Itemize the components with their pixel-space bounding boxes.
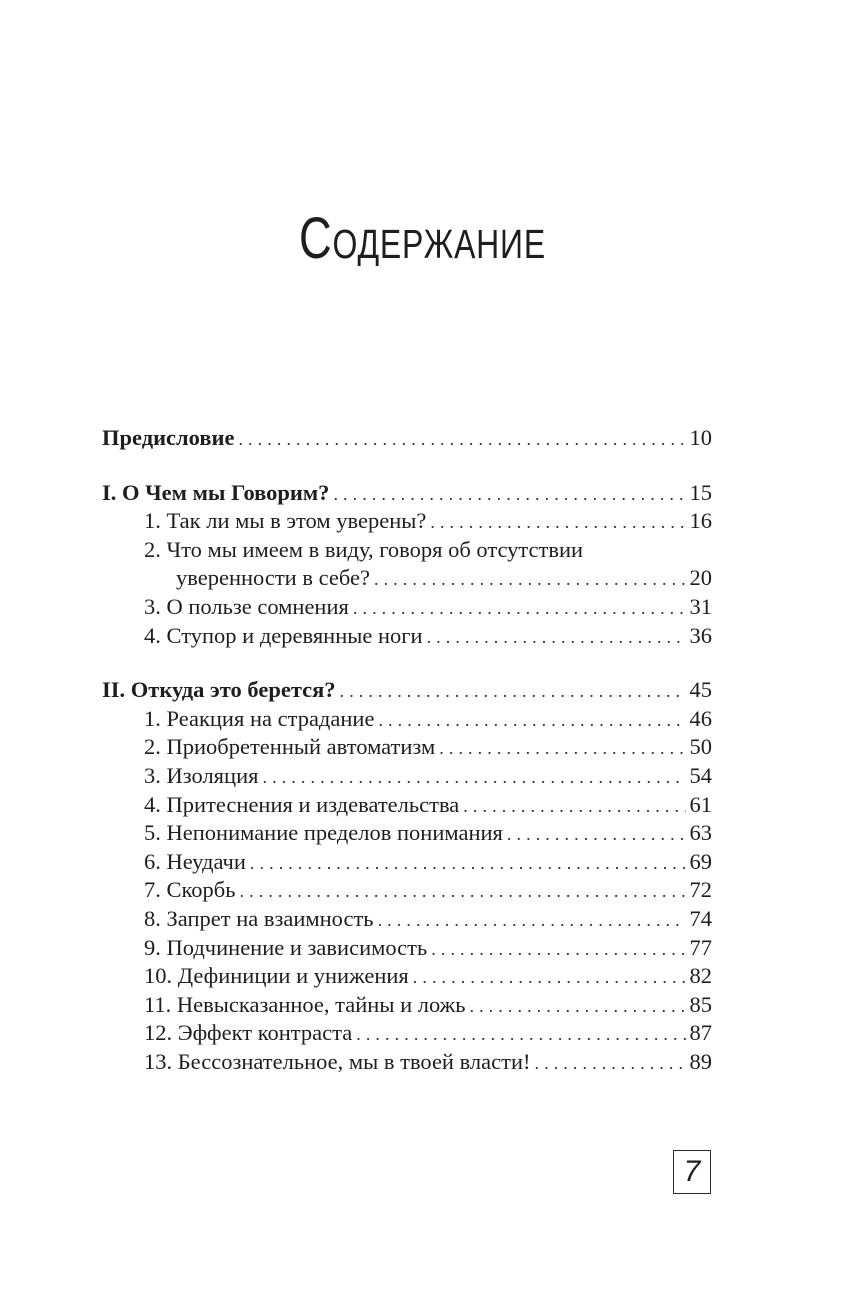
toc-entry-label: 4. Притеснения и издевательства — [144, 791, 460, 817]
leader-dots — [374, 565, 686, 594]
toc-entry-page: 46 — [689, 705, 712, 731]
table-of-contents — [102, 424, 712, 1076]
toc-entry-label: 13. Бессознательное, мы в твоей власти! — [144, 1048, 531, 1074]
toc-entry[interactable] — [102, 876, 712, 905]
toc-entry-label: 2. Что мы имеем в виду, говоря об отсутствии — [144, 536, 584, 562]
toc-entry[interactable] — [102, 962, 712, 991]
toc-part-page: 45 — [689, 677, 712, 703]
toc-entry-page: 87 — [689, 1020, 712, 1046]
toc-entry-label: 10. Дефиниции и унижения — [144, 963, 409, 989]
toc-entry-label: 1. Так ли мы в этом уверены? — [144, 508, 427, 534]
toc-entry-label: 3. О пользе сомнения — [144, 593, 349, 619]
leader-dots — [507, 820, 686, 849]
leader-dots — [427, 623, 686, 652]
page-number: 7 — [673, 1150, 711, 1194]
toc-entry-label: 7. Скорбь — [144, 877, 236, 903]
toc-entry-preface[interactable] — [102, 424, 712, 453]
toc-entry[interactable] — [102, 705, 712, 734]
leader-dots — [238, 425, 685, 454]
toc-entry[interactable] — [102, 593, 712, 622]
toc-entry-label: 5. Непонимание пределов понимания — [144, 820, 503, 846]
toc-part-1[interactable] — [102, 479, 712, 508]
toc-entry-page: 50 — [689, 734, 712, 760]
toc-entry-label: 11. Невысказанное, тайны и ложь — [144, 991, 466, 1017]
toc-entry[interactable] — [102, 1019, 712, 1048]
toc-entry[interactable] — [102, 622, 712, 651]
toc-entry-label-cont: уверенности в себе? — [176, 565, 370, 591]
toc-entry-label: 12. Эффект контраста — [144, 1020, 353, 1046]
leader-dots — [356, 1020, 685, 1049]
toc-entry-label: 4. Ступор и деревянные ноги — [144, 622, 423, 648]
toc-entry[interactable] — [102, 536, 712, 565]
leader-dots — [250, 849, 686, 878]
leader-dots — [340, 677, 686, 706]
toc-entry[interactable] — [102, 791, 712, 820]
toc-entry-page: 63 — [689, 820, 712, 846]
toc-entry-continuation[interactable] — [102, 564, 712, 593]
toc-entry-label: 6. Неудачи — [144, 848, 246, 874]
toc-entry-page: 36 — [689, 622, 712, 648]
toc-entry-page: 89 — [689, 1048, 712, 1074]
leader-dots — [262, 763, 685, 792]
leader-dots — [469, 992, 685, 1021]
toc-entry-page: 10 — [689, 425, 712, 450]
toc-part-label: I. О Чем мы Говорим? — [102, 479, 330, 505]
toc-part-label: II. Откуда это берется? — [102, 677, 336, 703]
toc-entry[interactable] — [102, 819, 712, 848]
toc-entry-label: 3. Изоляция — [144, 762, 259, 788]
page-title: Содержание — [299, 206, 546, 271]
toc-entry-page: 82 — [689, 963, 712, 989]
leader-dots — [378, 906, 686, 935]
toc-entry-label: Предисловие — [102, 425, 235, 450]
leader-dots — [535, 1049, 686, 1078]
toc-entry-page: 85 — [689, 991, 712, 1017]
toc-part-2[interactable] — [102, 676, 712, 705]
toc-entry[interactable] — [102, 507, 712, 536]
toc-entry[interactable] — [102, 762, 712, 791]
leader-dots — [430, 508, 685, 537]
toc-part-page: 15 — [689, 479, 712, 505]
leader-dots — [463, 792, 685, 821]
toc-entry-label: 2. Приобретенный автоматизм — [144, 734, 436, 760]
toc-entry-page: 72 — [689, 877, 712, 903]
toc-entry-label: 8. Запрет на взаимность — [144, 905, 374, 931]
toc-entry[interactable] — [102, 905, 712, 934]
leader-dots — [333, 480, 685, 509]
toc-entry[interactable] — [102, 934, 712, 963]
toc-entry-page: 20 — [689, 565, 712, 591]
toc-entry-label: 9. Подчинение и зависимость — [144, 934, 428, 960]
toc-entry[interactable] — [102, 991, 712, 1020]
leader-dots — [240, 877, 686, 906]
leader-dots — [413, 963, 686, 992]
toc-entry-page: 77 — [689, 934, 712, 960]
toc-entry-page: 54 — [689, 762, 712, 788]
toc-entry-page: 74 — [689, 905, 712, 931]
leader-dots — [431, 935, 685, 964]
toc-entry[interactable] — [102, 733, 712, 762]
toc-entry-page: 69 — [689, 848, 712, 874]
toc-entry[interactable] — [102, 1048, 712, 1077]
toc-entry-page: 61 — [689, 791, 712, 817]
toc-entry[interactable] — [102, 848, 712, 877]
leader-dots — [378, 706, 685, 735]
toc-entry-page: 31 — [689, 593, 712, 619]
leader-dots — [439, 734, 685, 763]
toc-entry-label: 1. Реакция на страдание — [144, 705, 375, 731]
leader-dots — [353, 594, 686, 623]
toc-entry-page: 16 — [689, 508, 712, 534]
